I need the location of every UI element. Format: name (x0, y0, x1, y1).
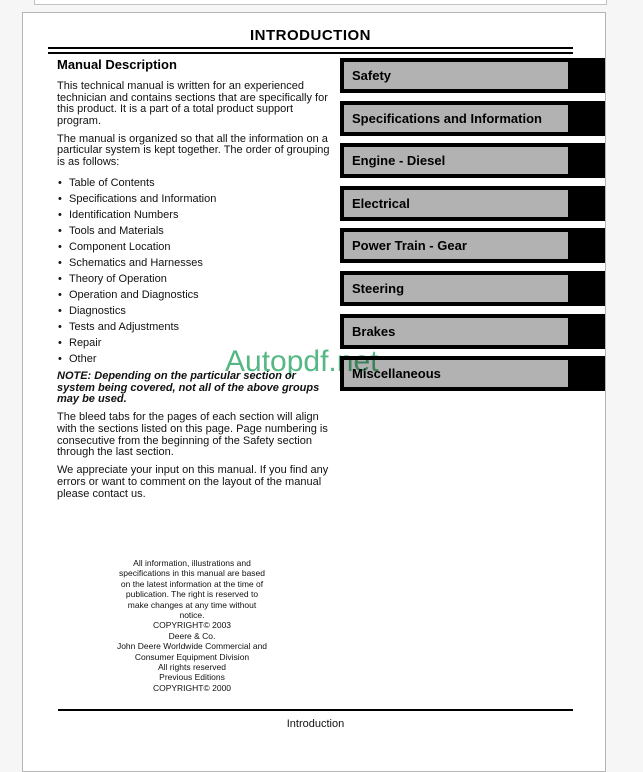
list-item: • Tools and Materials (57, 223, 334, 239)
list-item: • Tests and Adjustments (57, 319, 334, 335)
list-item: • Diagnostics (57, 303, 334, 319)
copyright-line: Previous Editions (159, 672, 225, 683)
list-item: • Schematics and Harnesses (57, 255, 334, 271)
title-double-rule (48, 47, 573, 54)
tab-label: Miscellaneous (344, 360, 568, 387)
list-item: • Other (57, 351, 334, 367)
list-item: • Table of Contents (57, 175, 334, 191)
copyright-line: Deere & Co. (168, 630, 216, 641)
section-heading: Manual Description (57, 57, 177, 72)
copyright-line: All rights reserved (157, 662, 227, 673)
list-item: • Repair (57, 335, 334, 351)
document-header (48, 27, 573, 54)
copyright-line: on the latest information at the time of (120, 578, 264, 589)
tab-engine-diesel (340, 143, 605, 178)
paragraph-organization: The manual is organized so that all the information on a particular system is kept together. The order of grouping is as follows: (57, 132, 330, 169)
tab-label: Engine - Diesel (344, 147, 568, 174)
copyright-block (57, 558, 327, 693)
tab-label: Specifications and Information (344, 105, 568, 132)
copyright-line: John Deere Worldwide Commercial and (116, 641, 268, 652)
paragraph-intro: This technical manual is written for an experienced technician and contains sections that are specifically for this product. It is a part of a total product support program. (57, 80, 328, 127)
tab-specifications-and-information (340, 101, 605, 136)
tab-electrical (340, 186, 605, 221)
tab-brakes (340, 314, 605, 349)
list-item: • Theory of Operation (57, 271, 334, 287)
grouping-list (57, 175, 334, 367)
tab-label: Electrical (344, 190, 568, 217)
tab-label: Steering (344, 275, 568, 302)
copyright-line: notice. (179, 610, 205, 621)
tab-safety (340, 58, 605, 93)
previous-page-edge (34, 0, 607, 5)
tab-power-train-gear (340, 228, 605, 263)
manual-description-column (57, 57, 334, 507)
copyright-line: All information, illustrations and (133, 558, 251, 568)
section-bleed-tabs (340, 58, 605, 399)
note-paragraph: NOTE: Depending on the particular section or system being covered, not all of the above groups may be used. (57, 370, 320, 406)
page-title: INTRODUCTION (250, 27, 371, 44)
copyright-line: COPYRIGHT© 2000 (152, 682, 232, 693)
tab-miscellaneous (340, 356, 605, 391)
document-page (22, 12, 606, 772)
tab-label: Power Train - Gear (344, 232, 568, 259)
tab-label: Safety (344, 62, 568, 89)
copyright-line: specifications in this manual are based (119, 568, 265, 579)
paragraph-bleed-tabs: The bleed tabs for the pages of each section will align with the sections listed on this page. Page numbering is consecutive from the beginning of the Safety section through the last section. (57, 411, 328, 459)
copyright-line: COPYRIGHT© 2003 (152, 620, 232, 631)
page-footer (58, 709, 573, 730)
paragraph-feedback: We appreciate your input on this manual. If you find any errors or want to comment on the layout of the manual please contact us. (57, 464, 329, 500)
copyright-line: make changes at any time without (127, 599, 257, 610)
tab-label: Brakes (344, 318, 568, 345)
list-item: • Specifications and Information (57, 191, 334, 207)
autopdf-watermark: Autopdf.net (225, 345, 379, 378)
list-item: • Operation and Diagnostics (57, 287, 334, 303)
list-item: • Identification Numbers (57, 207, 334, 223)
copyright-line: publication. The right is reserved to (125, 589, 259, 600)
tab-steering (340, 271, 605, 306)
list-item: • Component Location (57, 239, 334, 255)
footer-section-label: Introduction (286, 718, 345, 730)
copyright-line: Consumer Equipment Division (134, 651, 250, 662)
